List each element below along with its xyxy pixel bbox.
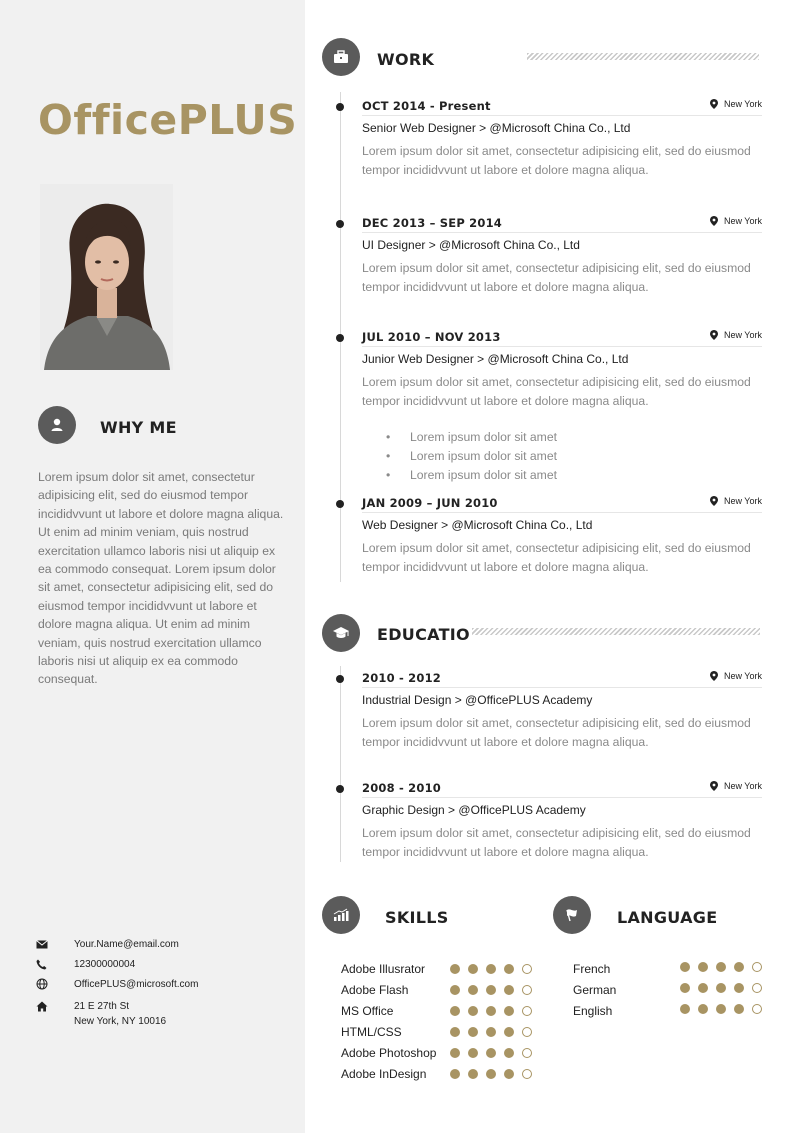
education-title: EDUCATIO (377, 625, 470, 644)
rating-dot-filled (486, 1069, 496, 1079)
brand-logo-text: OfficePLUS (38, 96, 298, 144)
entry-location (710, 216, 762, 226)
rating-dot-filled (450, 964, 460, 974)
entry-location (710, 671, 762, 681)
rating-dot-filled (504, 985, 514, 995)
skill-name: MS Office (341, 1004, 394, 1018)
profile-photo (40, 184, 173, 370)
language-name: German (573, 983, 617, 997)
work-title-ribbon (527, 53, 759, 60)
contact-phone: 12300000004 (74, 959, 136, 970)
rating-dot-filled (734, 1004, 744, 1014)
location-pin-icon (710, 671, 718, 681)
skill-rating (450, 1006, 532, 1016)
entry-divider (362, 232, 762, 233)
rating-dot-empty (522, 1069, 532, 1079)
entry-description: Lorem ipsum dolor sit amet, consectetur adipisicing elit, sed do eiusmod tempor incididvvunt ut labore et dolore magna aliqua. (362, 261, 751, 294)
envelope-icon (36, 937, 52, 951)
entry-date: 2010 - 2012 (362, 671, 441, 685)
entry-date: OCT 2014 - Present (362, 99, 491, 113)
rating-dot-filled (450, 1069, 460, 1079)
rating-dot-filled (698, 962, 708, 972)
entry-description: Lorem ipsum dolor sit amet, consectetur adipisicing elit, sed do eiusmod tempor incididvvunt ut labore et dolore magna aliqua. (362, 716, 751, 749)
rating-dot-filled (680, 962, 690, 972)
skills-title: SKILLS (385, 908, 449, 927)
rating-dot-filled (468, 985, 478, 995)
list-item: • Lorem ipsum dolor sit amet (386, 447, 557, 466)
entry-role: Industrial Design > @OfficePLUS Academy (362, 693, 593, 707)
rating-dot-empty (522, 1006, 532, 1016)
rating-dot-empty (522, 1048, 532, 1058)
language-rating (680, 983, 762, 993)
why-me-paragraph: Lorem ipsum dolor sit amet, consectetur adipisicing elit, sed do eiusmod tempor incididvvunt ut labore et dolore magna aliqua. Ut enim ad minim veniam, quis nostrud exercitation ullamco laboris nisi ut aliquip ex ea commodo consequat. Lorem ipsum dolor sit amet, consectetur adipisicing elit, sed do eiusmod tempor incididvvunt ut labore et dolore magna aliqua. Ut enim ad minim veniam, quis nostrud exercitation ullamco laboris nisi ut aliquip ex ea commodo consequat. (38, 470, 284, 687)
rating-dot-filled (504, 1006, 514, 1016)
rating-dot-filled (716, 962, 726, 972)
sidebar (0, 0, 305, 1133)
rating-dot-empty (752, 1004, 762, 1014)
rating-dot-filled (468, 964, 478, 974)
rating-dot-filled (680, 1004, 690, 1014)
skill-name: Adobe Illusrator (341, 962, 426, 976)
education-timeline (340, 666, 341, 862)
timeline-dot (336, 334, 344, 342)
entry-location (710, 99, 762, 109)
rating-dot-filled (450, 1027, 460, 1037)
location-pin-icon (710, 99, 718, 109)
graduation-cap-icon (322, 614, 360, 652)
entry-role: UI Designer > @Microsoft China Co., Ltd (362, 238, 580, 252)
timeline-dot (336, 220, 344, 228)
rating-dot-filled (504, 964, 514, 974)
rating-dot-filled (450, 985, 460, 995)
entry-location-text: New York (723, 496, 762, 506)
work-bullet-list (386, 428, 557, 484)
entry-description: Lorem ipsum dolor sit amet, consectetur adipisicing elit, sed do eiusmod tempor incididvvunt ut labore et dolore magna aliqua. (362, 144, 751, 177)
rating-dot-filled (716, 983, 726, 993)
location-pin-icon (710, 781, 718, 791)
rating-dot-filled (504, 1069, 514, 1079)
rating-dot-filled (486, 964, 496, 974)
entry-date: DEC 2013 – SEP 2014 (362, 216, 502, 230)
contact-address-line2: New York, NY 10016 (74, 1016, 167, 1027)
rating-dot-filled (504, 1048, 514, 1058)
entry-divider (362, 512, 762, 513)
skill-name: Adobe Flash (341, 983, 409, 997)
contact-website-row (36, 977, 199, 991)
globe-icon (36, 977, 52, 991)
entry-role: Web Designer > @Microsoft China Co., Ltd (362, 518, 593, 532)
briefcase-icon (322, 38, 360, 76)
rating-dot-filled (486, 1027, 496, 1037)
rating-dot-filled (486, 1006, 496, 1016)
rating-dot-filled (486, 1048, 496, 1058)
skill-name: HTML/CSS (341, 1025, 402, 1039)
timeline-dot (336, 785, 344, 793)
entry-description: Lorem ipsum dolor sit amet, consectetur adipisicing elit, sed do eiusmod tempor incididvvunt ut labore et dolore magna aliqua. (362, 541, 751, 574)
bar-chart-icon (322, 896, 360, 934)
entry-description: Lorem ipsum dolor sit amet, consectetur adipisicing elit, sed do eiusmod tempor incididvvunt ut labore et dolore magna aliqua. (362, 375, 751, 408)
work-title: WORK (377, 50, 435, 69)
rating-dot-filled (504, 1027, 514, 1037)
entry-date: JUL 2010 – NOV 2013 (362, 330, 501, 344)
rating-dot-filled (450, 1048, 460, 1058)
skill-rating (450, 964, 532, 974)
entry-location-text: New York (723, 216, 762, 226)
rating-dot-filled (680, 983, 690, 993)
entry-date: 2008 - 2010 (362, 781, 441, 795)
entry-location (710, 330, 762, 340)
contact-address-line1: 21 E 27th St (74, 1001, 130, 1012)
why-me-title: WHY ME (100, 418, 177, 437)
contact-website[interactable]: OfficePLUS@microsoft.com (74, 979, 199, 990)
language-title: LANGUAGE (617, 908, 718, 927)
timeline-dot (336, 103, 344, 111)
rating-dot-empty (522, 1027, 532, 1037)
entry-location (710, 781, 762, 791)
rating-dot-filled (450, 1006, 460, 1016)
contact-email[interactable]: Your.Name@email.com (74, 939, 179, 950)
entry-location-text: New York (723, 781, 762, 791)
skill-rating (450, 1048, 532, 1058)
home-icon (36, 999, 52, 1013)
skill-name: Adobe InDesign (341, 1067, 427, 1081)
contact-address-row (36, 999, 167, 1027)
entry-description: Lorem ipsum dolor sit amet, consectetur adipisicing elit, sed do eiusmod tempor incididvvunt ut labore et dolore magna aliqua. (362, 826, 751, 859)
rating-dot-filled (734, 983, 744, 993)
timeline-dot (336, 500, 344, 508)
skill-rating (450, 1027, 532, 1037)
rating-dot-filled (468, 1048, 478, 1058)
rating-dot-empty (522, 985, 532, 995)
list-item: • Lorem ipsum dolor sit amet (386, 466, 557, 485)
rating-dot-filled (698, 983, 708, 993)
rating-dot-filled (468, 1069, 478, 1079)
entry-divider (362, 115, 762, 116)
list-item: • Lorem ipsum dolor sit amet (386, 428, 557, 447)
entry-role: Graphic Design > @OfficePLUS Academy (362, 803, 586, 817)
phone-icon (36, 957, 52, 971)
skill-rating (450, 1069, 532, 1079)
rating-dot-filled (486, 985, 496, 995)
location-pin-icon (710, 330, 718, 340)
rating-dot-filled (468, 1027, 478, 1037)
rating-dot-empty (752, 983, 762, 993)
language-name: French (573, 962, 611, 976)
entry-divider (362, 797, 762, 798)
flag-icon (553, 896, 591, 934)
entry-role: Senior Web Designer > @Microsoft China Co., Ltd (362, 121, 631, 135)
skill-rating (450, 985, 532, 995)
education-title-ribbon (472, 628, 760, 635)
entry-location (710, 496, 762, 506)
entry-location-text: New York (723, 330, 762, 340)
rating-dot-filled (716, 1004, 726, 1014)
skill-name: Adobe Photoshop (341, 1046, 437, 1060)
timeline-dot (336, 675, 344, 683)
entry-location-text: New York (723, 671, 762, 681)
language-rating (680, 962, 762, 972)
entry-date: JAN 2009 – JUN 2010 (362, 496, 498, 510)
rating-dot-empty (522, 964, 532, 974)
entry-role: Junior Web Designer > @Microsoft China Co., Ltd (362, 352, 629, 366)
contact-phone-row (36, 957, 136, 971)
entry-location-text: New York (723, 99, 762, 109)
language-rating (680, 1004, 762, 1014)
rating-dot-filled (468, 1006, 478, 1016)
language-name: English (573, 1004, 613, 1018)
rating-dot-filled (698, 1004, 708, 1014)
rating-dot-filled (734, 962, 744, 972)
rating-dot-empty (752, 962, 762, 972)
location-pin-icon (710, 216, 718, 226)
user-icon (38, 406, 76, 444)
entry-divider (362, 346, 762, 347)
entry-divider (362, 687, 762, 688)
contact-email-row (36, 937, 179, 951)
location-pin-icon (710, 496, 718, 506)
